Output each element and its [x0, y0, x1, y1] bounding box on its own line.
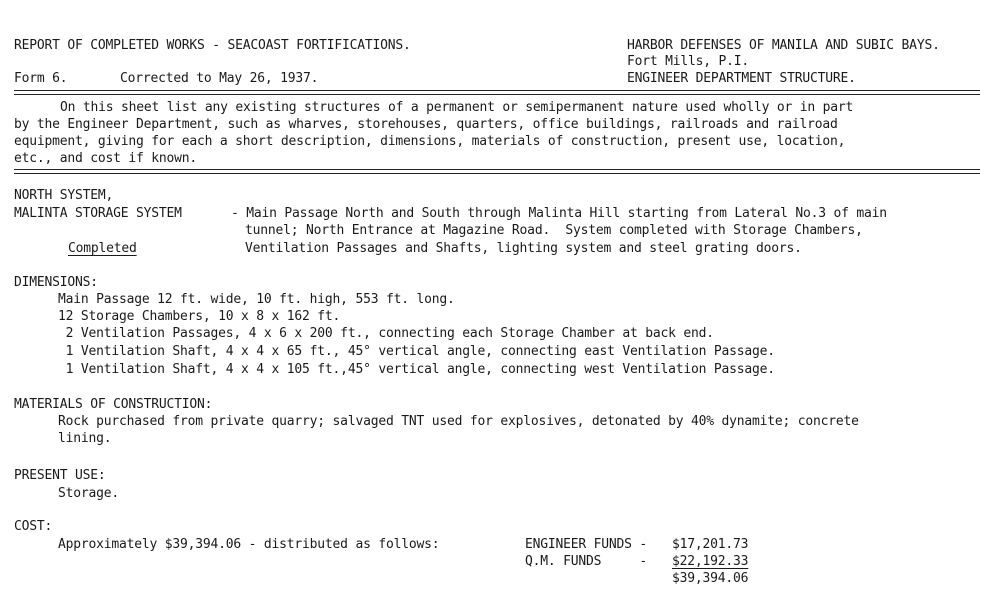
materials-line: Rock purchased from private quarry; salvaged TNT used for explosives, detonated by 40% dynamite; concrete [58, 414, 859, 429]
divider-rule [14, 94, 980, 95]
cost-approximate: Approximately $39,394.06 - distributed as follows: [58, 537, 440, 552]
harbor-defenses-title: HARBOR DEFENSES OF MANILA AND SUBIC BAYS. [627, 38, 940, 53]
engineer-funds-label: ENGINEER FUNDS - [525, 537, 648, 552]
form-number: Form 6. [14, 71, 68, 86]
instruction-line: equipment, giving for each a short description, dimensions, materials of construction, present use, location, [14, 134, 846, 149]
instruction-line: etc., and cost if known. [14, 151, 198, 166]
report-title: REPORT OF COMPLETED WORKS - SEACOAST FORTIFICATIONS. [14, 38, 411, 53]
cost-total: $39,394.06 [672, 571, 749, 586]
system-name: MALINTA STORAGE SYSTEM [14, 206, 182, 221]
qm-funds-label: Q.M. FUNDS - [525, 554, 648, 569]
divider-rule [14, 173, 980, 174]
cost-heading: COST: [14, 519, 53, 534]
present-use-value: Storage. [58, 486, 120, 501]
dimensions-heading: DIMENSIONS: [14, 275, 98, 290]
instruction-line: by the Engineer Department, such as wharves, storehouses, quarters, office buildings, railroads and railroad [14, 117, 838, 132]
dimension-line: 2 Ventilation Passages, 4 x 6 x 200 ft., connecting each Storage Chamber at back end. [58, 326, 714, 341]
system-description: tunnel; North Entrance at Magazine Road. System completed with Storage Chambers, [245, 223, 863, 238]
status-completed: Completed [68, 241, 137, 256]
corrected-date: Corrected to May 26, 1937. [120, 71, 319, 86]
system-description: - Main Passage North and South through Malinta Hill starting from Lateral No.3 of main [231, 206, 887, 221]
system-heading: NORTH SYSTEM, [14, 188, 114, 203]
divider-rule [14, 90, 980, 91]
divider-rule [14, 169, 980, 170]
dimension-line: 12 Storage Chambers, 10 x 8 x 162 ft. [58, 309, 341, 324]
instruction-line: On this sheet list any existing structures of a permanent or semipermanent nature used wholly or in part [60, 100, 854, 115]
dimension-line: 1 Ventilation Shaft, 4 x 4 x 65 ft., 45° vertical angle, connecting east Ventilation Passage. [58, 344, 775, 359]
dimension-line: Main Passage 12 ft. wide, 10 ft. high, 553 ft. long. [58, 292, 455, 307]
materials-heading: MATERIALS OF CONSTRUCTION: [14, 397, 213, 412]
engineer-funds-value: $17,201.73 [672, 537, 749, 552]
dimension-line: 1 Ventilation Shaft, 4 x 4 x 105 ft.,45° vertical angle, connecting west Ventilation Passage. [58, 362, 775, 377]
location-line: Fort Mills, P.I. [627, 54, 750, 69]
department-line: ENGINEER DEPARTMENT STRUCTURE. [627, 71, 856, 86]
materials-line: lining. [58, 431, 112, 446]
qm-funds-value: $22,192.33 [672, 554, 749, 569]
present-use-heading: PRESENT USE: [14, 468, 106, 483]
system-description: Ventilation Passages and Shafts, lighting system and steel grating doors. [245, 241, 802, 256]
